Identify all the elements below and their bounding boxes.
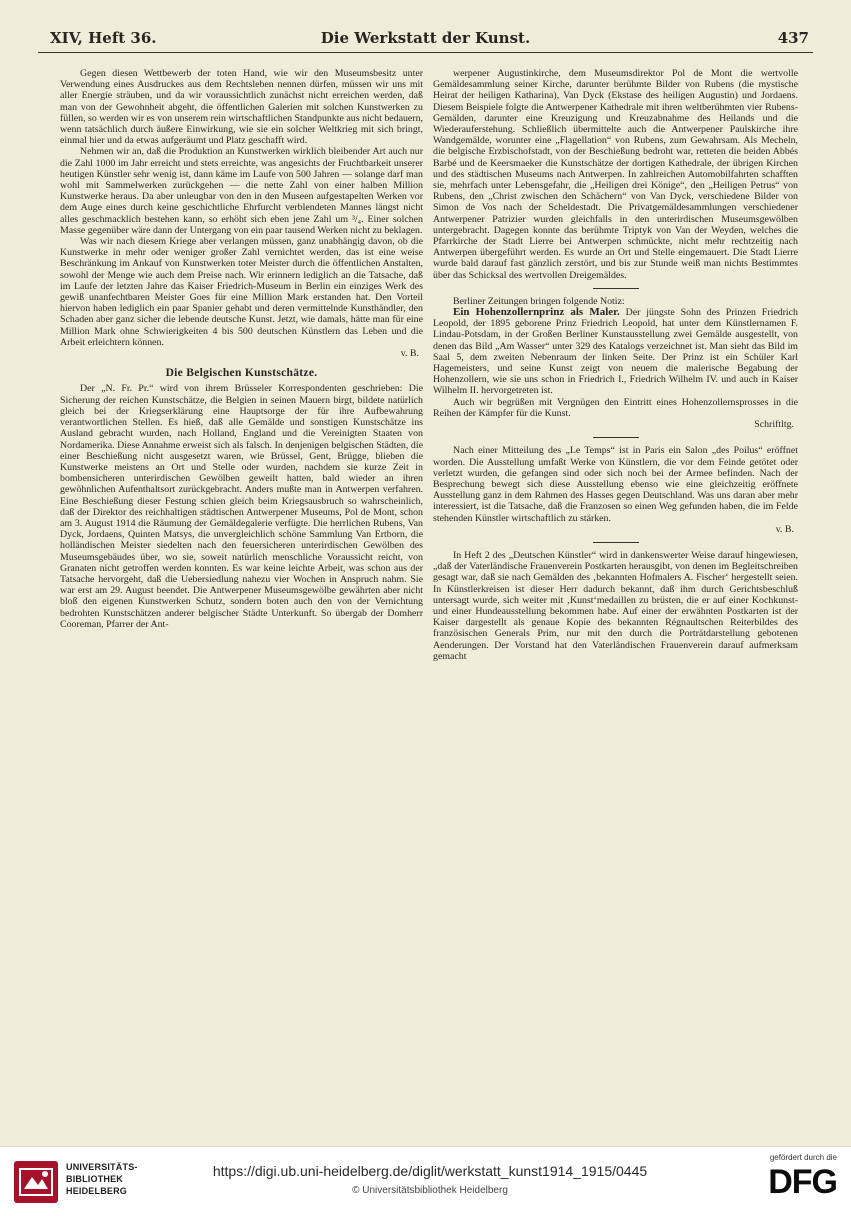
signature: Schriftltg.	[754, 419, 794, 431]
issue-label: XIV, Heft 36.	[50, 29, 157, 47]
viewer-footer	[0, 1146, 851, 1216]
paragraph: werpener Augustinkirche, dem Museumsdirektor Pol de Mont die wertvolle Gemäldesammlung seiner Kirche, darunter berühmte Bilder von Rubens (die mystische Heirat der heiligen Katharina), Van Dyck (Ekstase des heiligen Augustin) und Jordaens. Diesem Beispiele folgte die Antwerpener Kathedrale mit ihren weltberühmten vier Rubens-Gemälden, darunter eine Kreuzigung und Kreuzabnahme des Heilands und die Wiederauferstehung. Schließlich übermittelte auch die Antwerpener Paulskirche ihre Wandgemälde, worunter eine „Flagellation“ von Rubens, zum Gewahrsam. Als Mecheln, die belgische Erzbischofstadt, von der Beschießung bedroht war, retteten die beiden Abbés Barbé und de Keersmaeker die Kunstschätze der dortigen Kathedrale, der übrigen Kirchen und des städtischen Museums nach Antwerpen. In zahlreichen Automobilfahrten schafften sie, mehrfach unter Lebensgefahr, die „Heiligen drei Könige“, den „Heiligen Petrus“ von Rubens, den „Christ zwischen den Schächern“ von Van Dyck, verschiedene Bilder von Simon de Vos nach der Scheldestadt. Die Privatgemäldesammlungen verschiedener Antwerpener Patrizier wurden gleichfalls in den unterirdischen Museumsgewölben untergebracht. Dagegen konnte das berühmte Triptyk von Van der Weyden, welches die Pfarrkirche der Stadt Lierre bei Antwerpen schmückte, nicht mehr rechtzeitig nach Antwerpen übergeführt werden. Es wurde an Ort und Stelle eingemauert. Die Stadt Lierre wurde bald darauf fast gänzlich zerstört, und bis zur Stunde weiß man nichts Bestimmtes über das Schicksal des wertvollen Dreigemäldes.	[433, 68, 798, 281]
paragraph: Gegen diesen Wettbewerb der toten Hand, wie wir den Museumsbesitz unter Verwendung eines Ausdruckes aus dem Rechtsleben nennen dürfen, müssen wir uns mit aller Energie sträuben, und da wir voraussichtlich zunächst nicht erreichen werden, daß man von der Gewohnheit abgeht, die öffentlichen Galerien mit solchen Kunstwerken zu füllen, so werden wir es von unserem rein wirtschaftlichen Standpunkte aus nicht bedauern, wenn tatsächlich durch äußere Einwirkung, wie sie ein solcher Weltkrieg mit sich bringt, einmal hier und da etwas aufgeräumt und Platz geschafft wird.	[60, 68, 423, 147]
inline-heading: Ein Hohenzollernprinz als Maler.	[453, 306, 620, 319]
signature: v. B.	[775, 523, 794, 535]
library-seal-icon	[12, 1159, 60, 1205]
running-header	[38, 26, 813, 53]
paragraph	[433, 307, 798, 397]
copyright-notice: © Universitätsbibliothek Heidelberg	[352, 1185, 508, 1196]
dfg-funding-badge[interactable]	[745, 1153, 837, 1209]
dfg-caption: gefördert durch die	[769, 1153, 837, 1162]
paragraph-intro: Berliner Zeitungen bringen folgende Notiz:	[453, 295, 625, 307]
paragraph: Was wir nach diesem Kriege aber verlangen müssen, ganz unabhängig davon, ob die Kunstwerke in mehr oder weniger großer Zahl vernichtet werden, das ist eine weise Beschränkung im Ankauf von Kunstwerken toter Meister durch die öffentlichen Anstalten, sowohl der Menge wie auch dem Preise nach. Wir erinnern lediglich an die Tatsache, daß im Laufe der letzten Jahre das Kaiser Friedrich-Museum in Berlin ein einziges Werk des gewiß unanfechtbaren Meister Goes für eine Million Mark erstanden hat. Den Vorteil hiervon haben lediglich ein paar Spanier gehabt und deren vermittelnde Kunsthändler, den Schaden aber ganz sicher die lebende deutsche Kunst. Jetzt, wie damals, hätte man für eine Million Mark ohne Schwierigkeiten 4 bis 500 deutschen Künstlern das Leben und die Arbeit erleichtern können.	[60, 236, 423, 348]
paragraph: Der „N. Fr. Pr.“ wird von ihrem Brüsseler Korrespondenten geschrieben: Die Sicherung der reichen Kunstschätze, die Belgien in seinen Mauern birgt, bildete natürlich gleich bei der Kriegserklärung eine Hauptsorge der für ihre Aufbewahrung verantwortlichen Stellen. Es hieß, daß alle Gemälde und sonstigen Kunstschätze ins Ausland gebracht wurden, nach Holland, England und die Vereinigten Staaten von Nordamerika. Diese Annahme erweist sich als falsch. In denjenigen belgischen Städten, die einer Beschießung nicht ausgesetzt waren, wie Brüssel, Gent, Brügge, blieben die Kunstwerke meistens an Ort und Stelle oder wurden, nachdem sie kurze Zeit in bombensicheren unterirdischen Gewölben geweilt hatten, bald wieder an ihren gewöhnlichen Aufenthaltsort zurückgebracht. Anders mußte man in Antwerpen verfahren. Eine Beschießung dieser Festung schien gleich beim Kriegsausbruch so wahrscheinlich, daß der Direktor des reichhaltigen städtischen Antwerpener Museums, Pol de Mont, schon am 3. August 1914 die Räumung der Gemäldegalerie verfügte. Die herrlichen Rubens, Van Dyck, Jordaens, Quinten Matsys, die unvergleichlich schöne Sammlung Van Ertborn, die holländischen Meister siedelten nach den feuersicheren unterirdischen Gewölben des Museumsgebäudes über, wo sie, soweit natürlich menschliche Voraussicht reicht, von Granaten nicht getroffen werden konnten. Es war keine leichte Arbeit, was schon aus der Tatsache hervorgeht, daß die Uebersiedlung nahezu vier Wochen in Anspruch nahm. Sie war erst am 29. August beendet. Die Antwerpener Museumsgewölbe gewährten aber nicht bloß den eigenen Kunstwerken Schutz, sondern boten auch den von der Vernichtung bedrohten Kunstschätzen anderer belgischer Städte Unterkunft. So übergab der Domherr Cooreman, Pfarrer der Ant-	[60, 383, 423, 630]
paragraph: In Heft 2 des „Deutschen Künstler“ wird in dankenswerter Weise darauf hingewiesen, „daß der Vaterländische Frauenverein Postkarten herausgibt, von denen im Begleitschreiben gesagt war, daß sie nach Gemälden des ‚bekannten Hofmalers A. Fischer‘ hergestellt seien. In Künstlerkreisen ist dieser Herr dadurch bekannt, daß ihm durch Gerichtsbeschluß untersagt wurde, sich weiter mit ‚Kunst‘medaillen zu brüsten, die er auf einer Kochkunst- und einer Hundeausstellung bekommen habe. Auf einer der erwähnten Postkarten ist der Kaiser dargestellt als genaue Kopie des bekannten Régnaultschen Reiterbildes des französischen Generals Prim, nur mit den durch die Porträtdarstellung gebotenen Aenderungen. Der Vorstand hat den Vaterländischen Frauenverein darauf aufmerksam gemacht	[433, 549, 798, 662]
library-name-line: HEIDELBERG	[66, 1186, 128, 1196]
left-column	[60, 68, 423, 855]
paragraph: Nach einer Mitteilung des „Le Temps“ ist in Paris ein Salon „des Poilus“ eröffnet worden. Die Ausstellung umfaßt Werke von Künstlern, die vor dem Feinde getötet oder verletzt wurden, die gefangen sind oder sich noch bei der Armee befinden. Nach der Besprechung bewegt sich diese Ausstellung ebenso wie eine gleichzeitig eröffnete Ausstellung ganz in dem Rahmen des Hasses gegen Deutschland. Was uns daran aber mehr interessiert, ist die Tatsache, daß die Franzosen so einen Weg gefunden haben, die im Felde stehenden Künstler wirtschaftlich zu stärken.	[433, 445, 798, 524]
permalink-url[interactable]: https://digi.ub.uni-heidelberg.de/diglit/werkstatt_kunst1914_1915/0445	[212, 1163, 648, 1179]
library-name	[66, 1161, 138, 1197]
section-heading: Die Belgischen Kunstschätze.	[165, 367, 318, 380]
separator-rule	[593, 288, 639, 289]
library-name-line: BIBLIOTHEK	[66, 1174, 123, 1184]
separator-rule	[593, 542, 639, 543]
signature: v. B.	[400, 348, 419, 360]
library-name-line: UNIVERSITÄTS-	[66, 1162, 138, 1172]
separator-rule	[593, 437, 639, 438]
paragraph: Nehmen wir an, daß die Produktion an Kunstwerken wirklich bleibender Art auch nur die Zahl 1000 im Jahr erreicht und stets erreichte, was angesichts der Fruchtbarkeit unserer heutigen Künstler sehr wenig ist, dann käme im Laufe von 500 Jahren — solange darf man wohl mit Sammelwerken zurückgehen — die nette Zahl von einer halben Million Kunstwerke heraus. Da aber unleugbar von den in den Museen aufgestapelten Werken vor dem Auge eines durch keine geschichtliche Ehrfurcht verblendeten Mannes längst nicht alles geschmacklich bestehen kann, so erhöht sich eben jene Zahl um ³/₄. Einer solchen Masse gegenüber wäre dann der Untergang von ein paar tausend Werken nicht zu beklagen.	[60, 146, 423, 236]
dfg-logo: DFG	[768, 1163, 837, 1201]
paragraph-body: Der jüngste Sohn des Prinzen Friedrich Leopold, der 1895 geborene Prinz Friedrich Leopold, hat unter dem Künstlernamen F. Lindau-Potsdam, in der Großen Berliner Kunstausstellung zwei Gemälde ausgestellt, von denen das Bild „Am Wasser“ unter 329 des Katalogs verzeichnet ist. Man sieht das Bild im Saal 5, dem zweiten Nebenraum der linken Seite. Der Prinz ist ein Schüler Karl Hagemeisters, und seine Kunst zeigt von neuem die malerische Begabung der Hohenzollern, wie sie uns schon in Friedrich I., Friedrich Wilhelm IV. und auch in Kaiser Wilhelm II. hervorgetreten ist.	[433, 307, 798, 397]
page-number: 437	[777, 29, 809, 47]
journal-title: Die Werkstatt der Kunst.	[320, 29, 531, 47]
paragraph: Auch wir begrüßen mit Vergnügen den Eintritt eines Hohenzollernsprosses in die Reihen der Kämpfer für die Kunst.	[433, 396, 798, 419]
university-library-logo[interactable]	[12, 1157, 142, 1207]
right-column	[433, 68, 798, 855]
